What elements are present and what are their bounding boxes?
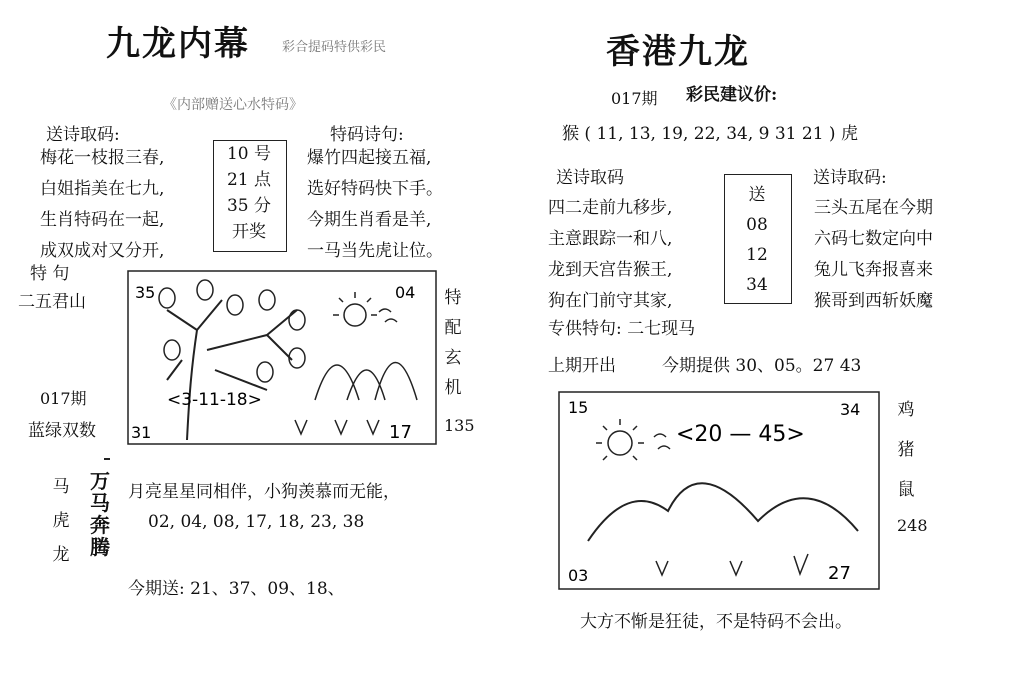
left-subtitle: 《内部赠送心水特码》 [163,97,303,113]
poem-line: 狗在门前守其家, [548,291,673,311]
left-riddle-picture [127,270,437,445]
zodiac-char: 鸡 [897,400,915,420]
send-box-number: 34 [746,275,768,295]
right-issue: 017期 [611,89,658,108]
send-box-number: 12 [746,245,768,265]
right-title: 香港九龙 [606,32,750,72]
zodiac-char: 虎 [52,511,70,531]
match-char: 玄 [444,348,462,368]
left-pic-top-left: 35 [135,283,156,302]
poem-line: 爆竹四起接五福, [307,148,432,168]
left-send-line: 今期送: 21、37、09、18、 [128,579,345,599]
poem-line: 四二走前九移步, [548,198,673,218]
left-numbers-line: 02, 04, 08, 17, 18, 23, 38 [148,512,365,532]
zodiac-char: 马 [52,477,70,497]
match-char: 配 [444,318,462,338]
right-riddle-picture [558,391,880,591]
left-moon-line: 月亮星星同相伴，小狗羡慕而无能， [128,482,400,502]
poem-line: 成双成对又分开, [40,241,165,261]
poem-line: 主意跟踪一和八, [548,229,673,249]
right-poem-b [814,193,933,317]
right-pic-middle: <20 — 45> [676,422,805,447]
left-match-label [440,283,466,403]
left-zodiac-col [48,470,74,572]
poem-line: 兔儿飞奔报喜来 [814,260,933,280]
big-char: 马 [90,491,110,515]
right-last-open-label: 上期开出 [548,356,616,376]
poem-line: 一马当先虎让位。 [307,241,443,261]
right-pic-bottom-right: 27 [828,563,851,584]
left-big-phrase-mark [104,458,110,460]
left-pic-top-right: 04 [395,283,416,302]
poem-line: 猴哥到西斩妖魔 [814,291,933,311]
left-title-sub: 彩合提码特供彩民 [282,40,387,55]
left-poem-b [307,143,443,267]
left-send-poem-label: 送诗取码: [46,125,120,145]
left-big-phrase [88,470,112,558]
right-send-poem-label-b: 送诗取码: [813,168,887,188]
right-zodiac-number: 248 [897,516,928,535]
left-poem-a [40,143,164,267]
poem-line: 选好特码快下手。 [307,179,443,199]
right-poem-a [548,193,672,317]
left-time-box-text [213,141,285,245]
right-monkey-line: 猴 ( 11, 13, 19, 22, 34, 9 31 21 ) 虎 [562,124,858,144]
left-color-hint: 蓝绿双数 [28,421,96,441]
poem-line: 三头五尾在今期 [814,198,933,218]
zodiac-char: 鼠 [897,480,915,500]
send-box-label: 送 [748,185,766,205]
time-minute: 35 分 [226,196,272,216]
poem-line: 梅花一枝报三春, [40,148,165,168]
left-match-number: 135 [444,416,475,435]
right-suggest-label: 彩民建议价: [686,85,778,105]
left-pic-bottom-right: 17 [389,422,412,443]
zodiac-char: 猪 [897,440,915,460]
right-zodiac-col [893,390,919,510]
right-pic-bottom-left: 03 [568,566,589,585]
left-issue: 017期 [40,389,87,408]
right-send-box-text [724,180,790,300]
poem-line: 生肖特码在一起, [40,210,165,230]
left-special-phrase: 二五君山 [18,292,86,312]
right-pic-top-left: 15 [568,398,589,417]
time-day: 10 号 [226,144,272,164]
left-special-poem-label: 特码诗句: [330,125,404,145]
match-char: 特 [444,288,462,308]
big-char: 奔 [90,513,110,537]
poem-line: 龙到天宫告猴王, [548,260,673,280]
right-exclusive: 专供特句: 二七现马 [548,319,696,339]
left-title: 九龙内幕 [106,24,250,64]
time-hour: 21 点 [226,170,272,190]
left-pic-bottom-left: 31 [131,423,152,442]
match-char: 机 [444,378,462,398]
poem-line: 白姐指美在七九, [40,179,165,199]
poem-line: 今期生肖看是羊, [307,210,432,230]
big-char: 万 [90,469,110,493]
right-pic-top-right: 34 [840,400,861,419]
poem-line: 六码七数定向中 [814,229,933,249]
big-char: 腾 [90,535,110,559]
send-box-number: 08 [746,215,768,235]
left-special-phrase-label: 特 句 [30,264,70,284]
right-today-offer: 今期提供 30、05。27 43 [662,356,862,376]
right-footer: 大方不惭是狂徒，不是特码不会出。 [580,612,852,632]
time-open: 开奖 [232,222,266,242]
right-send-poem-label-a: 送诗取码 [556,168,624,188]
zodiac-char: 龙 [52,545,70,565]
left-pic-middle: <3-11-18> [167,390,262,410]
